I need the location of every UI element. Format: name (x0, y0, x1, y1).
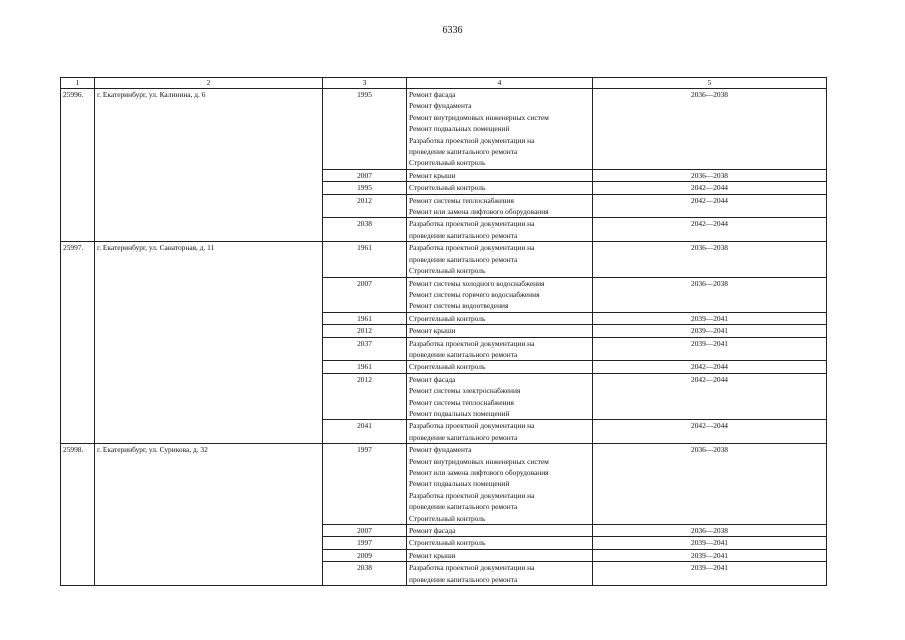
year-cell: 2012 (323, 373, 407, 420)
works-cell (407, 194, 593, 218)
work-item: Ремонт фасада (409, 374, 456, 384)
period-cell: 2036—2038 (593, 242, 827, 277)
work-item: проведение капитального ремонта (409, 230, 518, 240)
work-item: Ремонт системы горячего водоснабжения (409, 289, 540, 299)
work-item: Строительный контроль (409, 513, 486, 523)
period-cell: 2042—2044 (593, 194, 827, 218)
object-address: г. Екатеринбург, ул. Калинина, д. 6 (95, 89, 323, 242)
year-cell: 2012 (323, 325, 407, 337)
works-cell (407, 182, 593, 194)
work-item: проведение капитального ремонта (409, 147, 518, 157)
works-cell (407, 242, 593, 277)
work-item: Строительный контроль (409, 158, 486, 168)
year-cell: 1997 (323, 444, 407, 525)
work-item: Строительный контроль (409, 538, 486, 548)
table-body (61, 89, 827, 586)
year-cell: 2037 (323, 337, 407, 361)
period-cell: 2036—2038 (593, 277, 827, 312)
period-cell: 2036—2038 (593, 169, 827, 181)
works-cell (407, 549, 593, 561)
work-item: Ремонт подвальных помещений (409, 124, 510, 134)
year-cell: 1997 (323, 537, 407, 549)
work-item: Ремонт внутридомовых инженерных систем (409, 112, 549, 122)
work-item: Ремонт или замена лифтового оборудования (409, 468, 549, 477)
period-cell: 2042—2044 (593, 218, 827, 242)
work-item: Разработка проектной документации на (409, 338, 535, 348)
work-item: Ремонт подвальных помещений (409, 408, 510, 418)
works-cell (407, 312, 593, 324)
work-item: Ремонт фундамента (409, 101, 472, 111)
year-cell: 1961 (323, 361, 407, 373)
year-cell: 2009 (323, 549, 407, 561)
period-cell: 2036—2038 (593, 89, 827, 170)
period-cell: 2036—2038 (593, 444, 827, 525)
works-cell (407, 325, 593, 337)
year-cell: 2038 (323, 218, 407, 242)
work-item: проведение капитального ремонта (409, 502, 518, 512)
works-cell (407, 218, 593, 242)
object-number: 25998. (61, 444, 95, 586)
column-header-2: 2 (95, 78, 323, 89)
works-cell (407, 444, 593, 525)
period-cell: 2042—2044 (593, 373, 827, 420)
year-cell: 1961 (323, 312, 407, 324)
work-item: Строительный контроль (409, 362, 486, 372)
works-cell (407, 420, 593, 444)
work-item: Ремонт системы электроснабжения (409, 386, 521, 396)
table-row (61, 444, 827, 525)
works-cell (407, 89, 593, 170)
work-item: Строительный контроль (409, 183, 486, 193)
column-header-5: 5 (593, 78, 827, 89)
work-item: Ремонт системы водоотведения (409, 301, 509, 311)
table-row (61, 242, 827, 277)
work-item: проведение капитального ремонта (409, 349, 518, 359)
year-cell: 1995 (323, 182, 407, 194)
works-cell (407, 525, 593, 537)
work-item: Строительный контроль (409, 266, 486, 276)
works-cell (407, 361, 593, 373)
work-item: проведение капитального ремонта (409, 574, 518, 584)
works-cell (407, 562, 593, 586)
capital-repair-table (60, 77, 827, 586)
period-cell: 2039—2041 (593, 537, 827, 549)
year-cell: 2007 (323, 169, 407, 181)
work-item: Ремонт фасада (409, 526, 456, 536)
work-item: Разработка проектной документации на (409, 135, 535, 145)
works-cell (407, 337, 593, 361)
object-address: г. Екатеринбург, ул. Санаторная, д. 11 (95, 242, 323, 444)
work-item: Разработка проектной документации на (409, 219, 535, 229)
work-item: Разработка проектной документации на (409, 243, 535, 253)
work-item: Строительный контроль (409, 313, 486, 323)
column-header-4: 4 (407, 78, 593, 89)
work-item: Ремонт системы теплоснабжения (409, 397, 514, 407)
work-item: Ремонт подвальных помещений (409, 479, 510, 489)
object-number: 25996. (61, 89, 95, 242)
work-item: Ремонт системы теплоснабжения (409, 195, 514, 205)
year-cell: 1961 (323, 242, 407, 277)
works-cell (407, 373, 593, 420)
period-cell: 2039—2041 (593, 325, 827, 337)
work-item: Ремонт или замена лифтового оборудования (409, 207, 549, 217)
column-header-1: 1 (61, 78, 95, 89)
work-item: Ремонт фасада (409, 90, 456, 99)
table-row (61, 89, 827, 170)
period-cell: 2042—2044 (593, 182, 827, 194)
work-item: Разработка проектной документации на (409, 563, 535, 573)
column-header-3: 3 (323, 78, 407, 89)
work-item: проведение капитального ремонта (409, 254, 518, 264)
year-cell: 2007 (323, 525, 407, 537)
year-cell: 2012 (323, 194, 407, 218)
works-cell (407, 169, 593, 181)
page-number: 6336 (442, 25, 463, 36)
year-cell: 1995 (323, 89, 407, 170)
work-item: Ремонт крыши (409, 550, 456, 560)
work-item: Разработка проектной документации на (409, 421, 535, 431)
work-item: Ремонт крыши (409, 170, 456, 180)
period-cell: 2039—2041 (593, 312, 827, 324)
table-header (61, 78, 827, 89)
period-cell: 2039—2041 (593, 562, 827, 586)
period-cell: 2039—2041 (593, 337, 827, 361)
work-item: Ремонт внутридомовых инженерных систем (409, 456, 549, 466)
period-cell: 2039—2041 (593, 549, 827, 561)
object-number: 25997. (61, 242, 95, 444)
year-cell: 2007 (323, 277, 407, 312)
work-item: Разработка проектной документации на (409, 490, 535, 500)
period-cell: 2042—2044 (593, 361, 827, 373)
work-item: Ремонт системы холодного водоснабжения (409, 278, 545, 288)
work-item: Ремонт фундамента (409, 445, 472, 455)
period-cell: 2042—2044 (593, 420, 827, 444)
work-item: Ремонт крыши (409, 326, 456, 336)
year-cell: 2041 (323, 420, 407, 444)
work-item: проведение капитального ремонта (409, 432, 518, 442)
period-cell: 2036—2038 (593, 525, 827, 537)
works-cell (407, 537, 593, 549)
object-address: г. Екатеринбург, ул. Сурикова, д. 32 (95, 444, 323, 586)
year-cell: 2038 (323, 562, 407, 586)
header-row (61, 78, 827, 89)
works-cell (407, 277, 593, 312)
